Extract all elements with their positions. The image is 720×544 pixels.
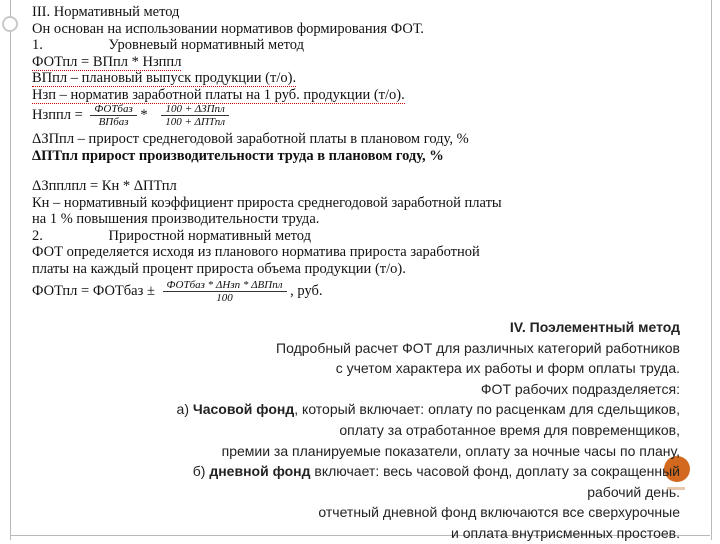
multiply-sign: * xyxy=(140,106,148,123)
text-line: на 1 % повышения производительности труда. xyxy=(32,211,320,227)
text-line: и оплата внутрисменных простоев. xyxy=(451,524,680,541)
text-line-daily-fund xyxy=(60,461,680,482)
term-hourly-fund: Часовой фонд xyxy=(192,401,295,418)
subheading-text: Уровневый нормативный метод xyxy=(108,37,304,53)
formula-delta-zp: ΔЗпплпл = Кн * ΔПТпл xyxy=(32,178,177,194)
fraction-numerator: ФОТбаз * ΔНзп * ΔВПпл xyxy=(163,279,287,292)
fraction-increment xyxy=(163,279,287,304)
fraction-denominator: 100 xyxy=(216,292,233,304)
list-number: 2. xyxy=(32,227,43,244)
section-heading-normative: III. Нормативный метод xyxy=(32,4,180,20)
formula-lhs: Нзппл = xyxy=(32,106,83,123)
text-line: Подробный расчет ФОТ для различных категорий работников xyxy=(276,339,680,356)
text-span: , который включает: оплату по расценкам для сдельщиков, xyxy=(294,401,680,418)
fraction-fot-vp xyxy=(90,103,136,128)
text-line: ΔПТпл прирост производительности труда в плановом году, % xyxy=(32,147,444,164)
list-number: 1. xyxy=(32,37,43,53)
fraction-denominator: 100 + ΔПТпл xyxy=(165,116,226,128)
corner-circle-decoration xyxy=(2,16,18,32)
fraction-numerator: ФОТбаз xyxy=(90,103,136,116)
text-line xyxy=(32,87,552,104)
text-line: оплату за отработанное время для повременщиков, xyxy=(339,421,680,438)
subheading-increment-method xyxy=(32,228,552,245)
term-daily-fund: дневной фонд xyxy=(209,463,311,480)
fraction-denominator: ВПбаз xyxy=(98,116,129,128)
definition-text: ВПпл – плановый выпуск продукции (т/о). xyxy=(32,70,297,86)
formula-lhs: ФОТпл = ФОТбаз ± xyxy=(32,282,155,299)
formula-fot-plan xyxy=(32,54,552,71)
subheading-level-method xyxy=(32,37,552,54)
formula-nzp xyxy=(32,103,552,131)
element-method-text xyxy=(60,317,680,544)
formula-unit: , руб. xyxy=(290,282,323,299)
list-marker: а) xyxy=(176,401,193,418)
text-line: с учетом характера их работы и форм оплаты труда. xyxy=(335,360,680,377)
list-marker: б) xyxy=(192,463,210,480)
section-heading-element-method: IV. Поэлементный метод xyxy=(509,319,680,335)
fraction-numerator: 100 + ΔЗПпл xyxy=(161,103,229,116)
fraction-growth xyxy=(161,103,229,128)
text-line: отчетный дневной фонд включаются все сверхурочные xyxy=(318,504,680,521)
text-line: Он основан на использовании нормативов формирования ФОТ. xyxy=(32,20,424,37)
text-line: рабочий день. xyxy=(587,483,680,500)
text-line: ФОТ определяется исходя из планового норматива прироста заработной xyxy=(32,244,480,260)
formula-fot-increment xyxy=(32,277,552,309)
spacer xyxy=(32,164,552,178)
text-line: ФОТ рабочих подразделяется: xyxy=(480,380,680,397)
text-line: Кн – нормативный коэффициент прироста среднегодовой заработной платы xyxy=(32,194,502,211)
text-line: платы на каждый процент прироста объема продукции (т/о). xyxy=(32,260,406,277)
subheading-text: Приростной нормативный метод xyxy=(108,227,311,244)
text-line-hourly-fund xyxy=(60,399,680,420)
text-line: ΔЗПпл – прирост среднегодовой заработной платы в плановом году, % xyxy=(32,131,469,147)
text-line: премии за планируемые показатели, оплату за ночные часы по плану, xyxy=(221,442,680,459)
text-span: включает: весь часовой фонд, доплату за сокращенный xyxy=(310,463,680,480)
scanned-text-block xyxy=(32,4,552,309)
formula-text: ФОТпл = ВПпл * Нзппл xyxy=(32,53,182,70)
definition-text: Нзп – норматив заработной платы на 1 руб. продукции (т/о). xyxy=(32,86,405,103)
text-line xyxy=(32,70,552,87)
